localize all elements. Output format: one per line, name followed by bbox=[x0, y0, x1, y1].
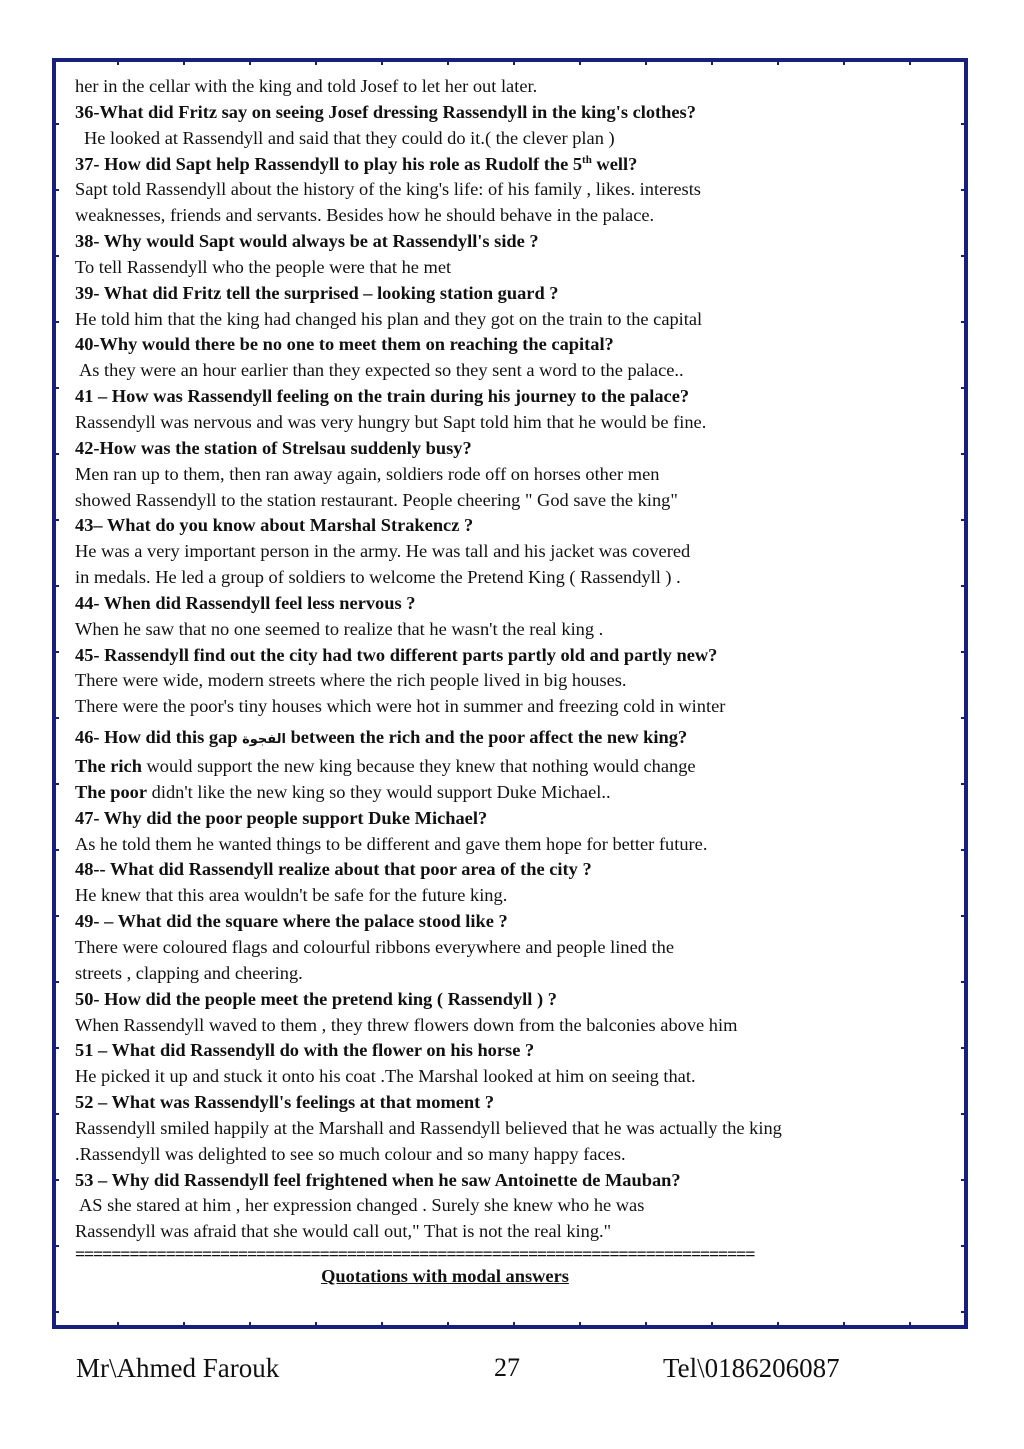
ordinal-superscript: th bbox=[582, 153, 592, 166]
question-37-end: well? bbox=[591, 153, 638, 174]
answer-41: Rassendyll was nervous and was very hungry but Sapt told him that he would be fine. bbox=[75, 411, 707, 432]
question-46-end: between the rich and the poor affect the new king? bbox=[285, 727, 688, 748]
answer-43-line-1: He was a very important person in the army. He was tall and his jacket was covered bbox=[75, 541, 691, 562]
answer-36: He looked at Rassendyll and said that they could do it.( the clever plan ) bbox=[84, 127, 615, 148]
question-41: 41 – How was Rassendyll feeling on the train during his journey to the palace? bbox=[75, 386, 690, 407]
answer-52-line-1: Rassendyll smiled happily at the Marshall and Rassendyll believed that he was actually the king bbox=[75, 1117, 782, 1138]
answer-47: As he told them he wanted things to be different and gave them hope for better future. bbox=[75, 833, 708, 854]
question-49: 49- – What did the square where the palace stood like ? bbox=[75, 911, 508, 932]
answer-46-rich-text: would support the new king because they knew that nothing would change bbox=[141, 756, 696, 777]
question-48: 48-- What did Rassendyll realize about that poor area of the city ? bbox=[75, 859, 592, 880]
arabic-word: الفجوة bbox=[242, 732, 286, 748]
answer-49-line-1: There were coloured flags and colourful ribbons everywhere and people lined the bbox=[75, 937, 674, 957]
question-36: 36-What did Fritz say on seeing Josef dressing Rassendyll in the king's clothes? bbox=[75, 101, 696, 122]
question-37-text: 37- How did Sapt help Rassendyll to play his role as Rudolf the 5 bbox=[75, 153, 583, 174]
question-53: 53 – Why did Rassendyll feel frightened when he saw Antoinette de Mauban? bbox=[75, 1169, 681, 1190]
section-title: Quotations with modal answers bbox=[321, 1266, 569, 1287]
answer-46-label-rich: The rich bbox=[75, 756, 142, 777]
answer-37-line-1: Sapt told Rassendyll about the history of the king's life: of his family , likes. interests bbox=[75, 179, 701, 200]
answer-50: When Rassendyll waved to them , they threw flowers down from the balconies above him bbox=[75, 1014, 738, 1035]
question-46 bbox=[75, 720, 945, 754]
question-51: 51 – What did Rassendyll do with the flower on his horse ? bbox=[75, 1040, 535, 1061]
answer-46-poor-text: didn't like the new king so they would support Duke Michael.. bbox=[147, 781, 611, 802]
answer-46-label-poor: The poor bbox=[75, 781, 148, 802]
question-52: 52 – What was Rassendyll's feelings at that moment ? bbox=[75, 1092, 495, 1113]
answer-49-line-2: streets , clapping and cheering. bbox=[75, 962, 303, 983]
question-40: 40-Why would there be no one to meet them on reaching the capital? bbox=[75, 334, 614, 355]
question-42: 42-How was the station of Strelsau suddenly busy? bbox=[75, 437, 472, 458]
question-50: 50- How did the people meet the pretend king ( Rassendyll ) ? bbox=[75, 988, 557, 1009]
question-43: 43– What do you know about Marshal Strakencz ? bbox=[75, 515, 474, 536]
answer-42-line-1: Men ran up to them, then ran away again, soldiers rode off on horses other men bbox=[75, 463, 660, 484]
section-divider: =========================================================================== bbox=[75, 1245, 755, 1264]
answer-40: As they were an hour earlier than they expected so they sent a word to the palace.. bbox=[79, 360, 684, 381]
answer-46-line-1 bbox=[75, 754, 945, 780]
question-37 bbox=[75, 152, 945, 178]
question-38: 38- Why would Sapt would always be at Rassendyll's side ? bbox=[75, 231, 539, 252]
question-39: 39- What did Fritz tell the surprised – looking station guard ? bbox=[75, 282, 559, 303]
answer-42-line-2: showed Rassendyll to the station restaurant. People cheering " God save the king" bbox=[75, 489, 678, 510]
answer-53-line-2: Rassendyll was afraid that she would call out," That is not the real king." bbox=[75, 1221, 612, 1242]
answer-53-line-1: AS she stared at him , her expression changed . Surely she knew who he was bbox=[79, 1195, 645, 1216]
answer-46-line-2 bbox=[75, 780, 945, 806]
answer-37-line-2: weaknesses, friends and servants. Besides how he should behave in the palace. bbox=[75, 205, 655, 226]
answer-44: When he saw that no one seemed to realize that he wasn't the real king . bbox=[75, 618, 604, 639]
question-45: 45- Rassendyll find out the city had two different parts partly old and partly new? bbox=[75, 644, 718, 665]
footer-author: Mr\Ahmed Farouk bbox=[76, 1353, 280, 1383]
question-46-text: 46- How did this gap bbox=[75, 727, 243, 748]
answer-51: He picked it up and stuck it onto his coat .The Marshal looked at him on seeing that. bbox=[75, 1066, 696, 1087]
answer-39: He told him that the king had changed his plan and they got on the train to the capital bbox=[75, 308, 703, 329]
answer-45-line-2: There were the poor's tiny houses which were hot in summer and freezing cold in winter bbox=[75, 696, 726, 717]
answer-line: her in the cellar with the king and told Josef to let her out later. bbox=[75, 76, 538, 96]
answer-45-line-1: There were wide, modern streets where the rich people lived in big houses. bbox=[75, 670, 627, 691]
answer-48: He knew that this area wouldn't be safe for the future king. bbox=[75, 885, 508, 906]
answer-43-line-2: in medals. He led a group of soldiers to welcome the Pretend King ( Rassendyll ) . bbox=[75, 567, 681, 588]
answer-38: To tell Rassendyll who the people were that he met bbox=[75, 256, 452, 277]
question-47: 47- Why did the poor people support Duke Michael? bbox=[75, 807, 488, 828]
page-content bbox=[75, 74, 945, 1289]
page-number: 27 bbox=[494, 1353, 520, 1382]
answer-52-line-2: .Rassendyll was delighted to see so much colour and so many happy faces. bbox=[75, 1143, 626, 1164]
question-44: 44- When did Rassendyll feel less nervous ? bbox=[75, 592, 416, 613]
footer-phone: Tel\0186206087 bbox=[663, 1353, 840, 1383]
